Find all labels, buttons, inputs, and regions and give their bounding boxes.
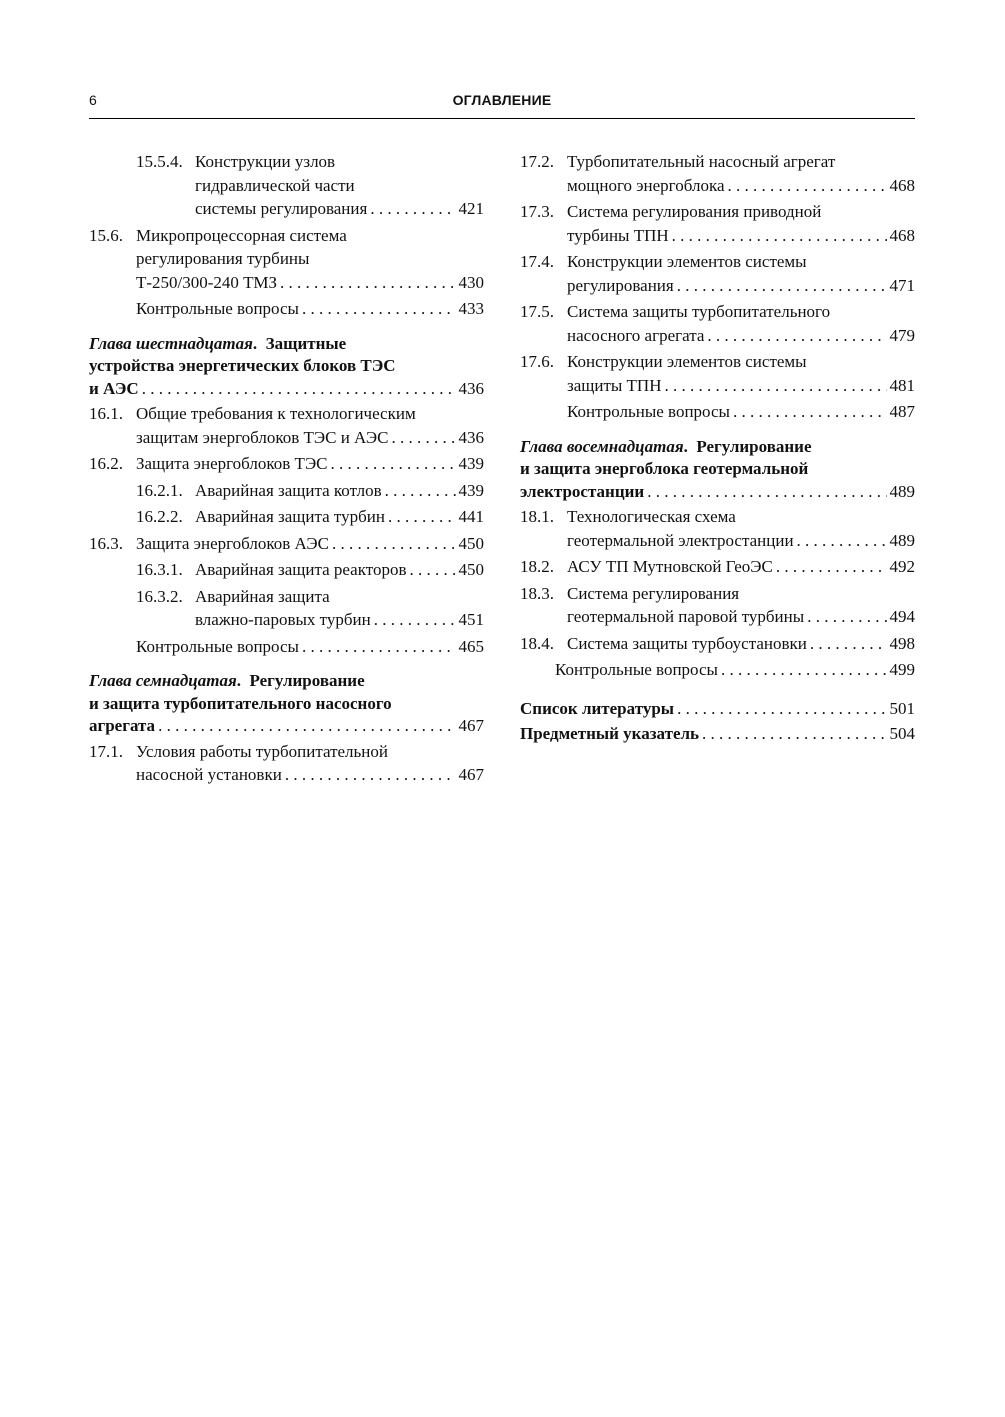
page-number: 6: [89, 92, 97, 108]
dot-leader: [142, 378, 456, 401]
entry-title: Контрольные вопросы: [567, 402, 730, 421]
entry-title-line: Конструкции элементов системы: [567, 352, 807, 371]
toc-chapter-16[interactable]: Глава шестнадцатая. Защитные устройства энергетических блоков ТЭС и АЭС . . . 436: [89, 333, 484, 401]
dot-leader: [810, 632, 887, 656]
page-ref: 439: [458, 454, 484, 473]
toc-chapter-17[interactable]: Глава семнадцатая. Регулирование и защита турбопитательного насосного агрегата . . . 467: [89, 670, 484, 738]
entry-title: Защита энергоблоков ТЭС: [136, 454, 328, 473]
entry-number: 16.3.1.: [136, 560, 183, 579]
dot-leader: [385, 479, 456, 503]
page-ref: 504: [889, 724, 915, 743]
page-ref: 471: [889, 275, 915, 295]
entry-title: Контрольные вопросы: [555, 660, 718, 679]
entry-title-line: мощного энергоблока: [567, 175, 725, 195]
toc-entry-16-2[interactable]: [89, 452, 484, 476]
entry-title-line: защиты ТПН: [567, 375, 662, 395]
dot-leader: [728, 174, 887, 198]
entry-title-line: влажно-паровых турбин: [195, 610, 371, 629]
entry-title: Аварийная защита турбин: [195, 507, 385, 526]
page-ref: 499: [889, 660, 915, 679]
entry-title-line: Условия работы турбопитательной: [136, 741, 388, 761]
toc-entry-15-5-4[interactable]: [89, 150, 484, 221]
entry-title-line: Система регулирования приводной: [567, 202, 822, 221]
entry-number: 15.6.: [89, 225, 123, 245]
entry-title: Аварийная защита реакторов: [195, 560, 407, 579]
entry-number: 17.4.: [520, 252, 554, 271]
toc-entry-17-1[interactable]: [89, 740, 484, 787]
dot-leader: [388, 505, 456, 529]
entry-number: 16.2.: [89, 454, 123, 473]
entry-title-line: Аварийная защита: [195, 586, 330, 606]
toc-entry-18-4[interactable]: [520, 632, 915, 656]
chapter-label: Глава шестнадцатая: [89, 333, 253, 353]
entry-number: 16.1.: [89, 404, 123, 423]
page-ref: 436: [458, 378, 484, 398]
page-ref: 487: [889, 402, 915, 421]
chapter-title-line: Регулирование: [249, 671, 365, 690]
page-ref: 439: [458, 480, 484, 500]
toc-entry-questions-15[interactable]: [89, 297, 484, 321]
toc-entry-questions-18[interactable]: [520, 658, 915, 682]
entry-title-line: насосной установки: [136, 765, 282, 784]
dot-leader: [370, 197, 455, 221]
page-ref: 489: [889, 530, 915, 550]
toc-entry-subject-index[interactable]: [520, 722, 915, 746]
entry-title-line: Турбопитательный насосный агрегат: [567, 152, 836, 171]
chapter-title-line: и защита турбопитательного насосного: [89, 693, 392, 713]
entry-title-line: защитам энергоблоков ТЭС и АЭС: [136, 427, 389, 447]
dot-leader: [409, 558, 455, 582]
entry-title: Аварийная защита котлов: [195, 480, 382, 500]
toc-entry-17-2[interactable]: [520, 150, 915, 197]
toc-entry-16-1[interactable]: [89, 402, 484, 449]
toc-column-left: [89, 150, 484, 790]
page-ref: 451: [458, 610, 484, 629]
toc-entry-questions-17[interactable]: [520, 400, 915, 424]
entry-number: 17.5.: [520, 302, 554, 321]
page-ref: 501: [889, 698, 915, 718]
entry-title: Контрольные вопросы: [136, 299, 299, 318]
page-ref: 479: [889, 325, 915, 345]
entry-title-line: Конструкции элементов системы: [567, 252, 807, 271]
dot-leader: [302, 635, 456, 659]
entry-title: АСУ ТП Мутновской ГеоЭС: [567, 557, 773, 576]
dot-leader: [733, 400, 887, 424]
page-ref: 421: [458, 199, 484, 218]
dot-leader: [158, 715, 455, 738]
page-ref: 450: [458, 560, 484, 579]
page-header: [89, 92, 915, 119]
toc-entry-16-3-1[interactable]: [89, 558, 484, 582]
entry-title: Список литературы: [520, 698, 675, 718]
dot-leader: [647, 481, 886, 504]
entry-title-line: турбины ТПН: [567, 225, 669, 245]
entry-title: Система защиты турбоустановки: [567, 633, 807, 653]
page-ref: 436: [458, 427, 484, 447]
toc-entry-bibliography[interactable]: [520, 697, 915, 721]
page-ref: 430: [458, 272, 484, 292]
dot-leader: [672, 224, 887, 248]
entry-number: 16.2.1.: [136, 480, 183, 500]
dot-leader: [707, 324, 886, 348]
entry-number: 17.3.: [520, 202, 554, 221]
page-ref: 433: [458, 299, 484, 318]
entry-title-line: Т-250/300-240 ТМЗ: [136, 272, 277, 292]
entry-number: 18.4.: [520, 633, 554, 653]
page-ref: 450: [458, 533, 484, 553]
dot-leader: [280, 271, 456, 295]
entry-number: 16.3.2.: [136, 586, 183, 606]
dot-leader: [797, 529, 887, 553]
dot-leader: [391, 426, 455, 450]
page-ref: 481: [889, 375, 915, 395]
toc-entry-18-3[interactable]: [520, 582, 915, 629]
dot-leader: [665, 374, 887, 398]
entry-number: 17.1.: [89, 741, 123, 761]
toc-chapter-18[interactable]: Глава восемнадцатая. Регулирование и защита энергоблока геотермальной электростанции . . . 489: [520, 436, 915, 504]
entry-number: 18.2.: [520, 557, 554, 576]
chapter-title-line: Регулирование: [696, 436, 812, 456]
entry-title: Контрольные вопросы: [136, 636, 299, 656]
entry-number: 18.1.: [520, 507, 554, 526]
entry-title-line: Конструкции узлов: [195, 152, 336, 171]
entry-title-line: Микропроцессорная система: [136, 225, 347, 245]
entry-title-line: Технологическая схема: [567, 507, 736, 526]
page-ref: 492: [889, 557, 915, 576]
running-title: ОГЛАВЛЕНИЕ: [452, 92, 552, 108]
chapter-label: Глава семнадцатая: [89, 671, 237, 690]
toc-entry-questions-16[interactable]: [89, 635, 484, 659]
page-ref: 467: [458, 716, 484, 735]
entry-number: 16.3.: [89, 533, 123, 553]
dot-leader: [285, 763, 456, 787]
dot-leader: [302, 297, 456, 321]
chapter-title-line: и защита энергоблока геотермальной: [520, 459, 809, 478]
dot-leader: [702, 722, 886, 746]
dot-leader: [332, 532, 456, 556]
dot-leader: [677, 274, 887, 298]
page-ref: 468: [889, 225, 915, 245]
toc-entry-17-5[interactable]: [520, 300, 915, 347]
toc-entry-16-3[interactable]: [89, 532, 484, 556]
toc-entry-17-6[interactable]: [520, 350, 915, 397]
toc-entry-16-2-1[interactable]: [89, 479, 484, 503]
chapter-label: Глава восемнадцатая: [520, 436, 684, 456]
entry-title-line: Система защиты турбопитательного: [567, 302, 831, 321]
toc-entry-15-6[interactable]: [89, 224, 484, 295]
dot-leader: [721, 658, 887, 682]
entry-title-line: насосного агрегата: [567, 325, 705, 345]
entry-number: 17.2.: [520, 152, 554, 171]
entry-title-line: регулирования: [567, 275, 674, 295]
entry-title-line: Система регулирования: [567, 583, 740, 603]
entry-title-line: регулирования турбины: [136, 249, 310, 268]
entry-title: Предметный указатель: [520, 724, 700, 743]
toc-entry-17-4[interactable]: [520, 250, 915, 297]
chapter-title-line: устройства энергетических блоков ТЭС: [89, 356, 396, 375]
page-ref: 498: [889, 633, 915, 653]
toc-entry-18-2[interactable]: [520, 555, 915, 579]
entry-title-line: системы регулирования: [195, 199, 368, 218]
entry-title-line: Общие требования к технологическим: [136, 404, 416, 423]
page-ref: 467: [458, 765, 484, 784]
dot-leader: [374, 608, 456, 632]
entry-title-line: гидравлической части: [195, 175, 355, 195]
toc-entry-17-3[interactable]: [520, 200, 915, 247]
toc-column-right: [520, 150, 915, 748]
entry-number: 17.6.: [520, 352, 554, 371]
dot-leader: [331, 452, 456, 476]
entry-title: Защита энергоблоков АЭС: [136, 533, 329, 553]
entry-number: 15.5.4.: [136, 152, 183, 171]
dot-leader: [776, 555, 887, 579]
page-ref: 489: [889, 481, 915, 501]
toc-entry-16-3-2[interactable]: [89, 585, 484, 632]
chapter-title-line: и АЭС: [89, 378, 139, 398]
chapter-title-line: агрегата: [89, 716, 156, 735]
dot-leader: [677, 697, 886, 721]
entry-title-line: геотермальной электростанции: [567, 530, 794, 550]
page-ref: 465: [458, 636, 484, 656]
dot-leader: [807, 605, 886, 629]
entry-title-line: геотермальной паровой турбины: [567, 607, 805, 626]
page-ref: 468: [889, 175, 915, 195]
entry-number: 18.3.: [520, 583, 554, 603]
toc-entry-16-2-2[interactable]: [89, 505, 484, 529]
page-ref: 441: [458, 507, 484, 526]
chapter-title-line: электростанции: [520, 481, 645, 501]
entry-number: 16.2.2.: [136, 507, 183, 526]
page-ref: 494: [889, 607, 915, 626]
chapter-title-line: Защитные: [265, 333, 347, 353]
toc-entry-18-1[interactable]: [520, 505, 915, 552]
